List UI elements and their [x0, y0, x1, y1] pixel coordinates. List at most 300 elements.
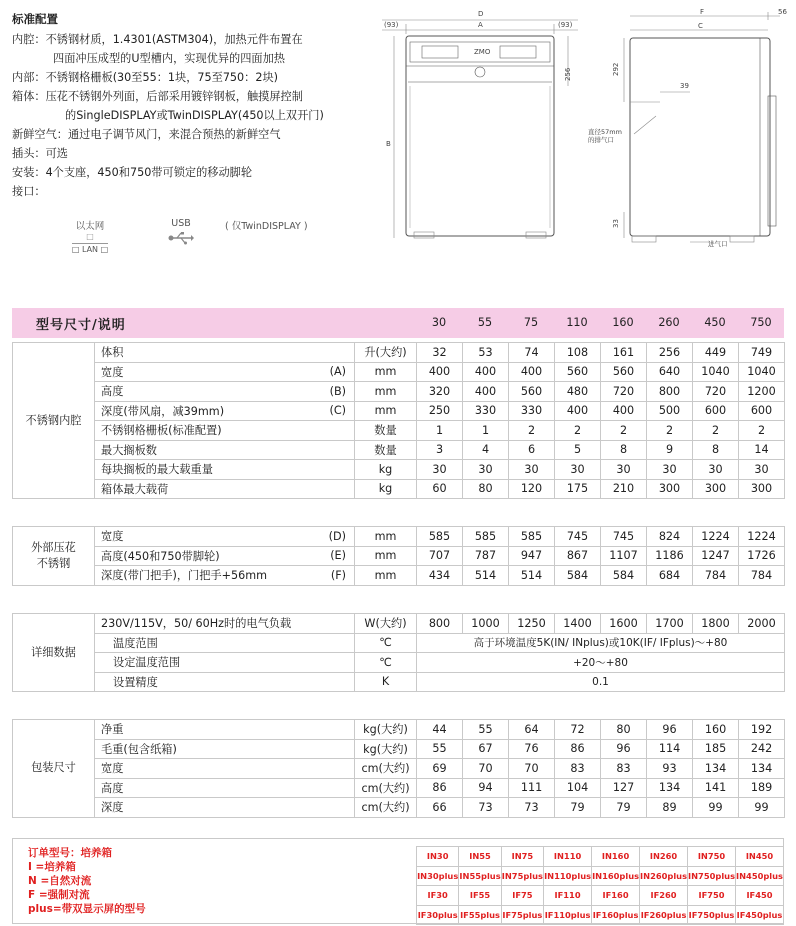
cell-value: 83: [555, 759, 601, 779]
cell-value: 242: [739, 739, 785, 759]
cell-value: 74: [509, 343, 555, 363]
dim-292: 292: [612, 62, 620, 76]
exterior-table: [12, 526, 785, 586]
intro-line: 四面冲压成型的U型槽内，实现优异的四面加热: [53, 52, 285, 65]
row-label: 最大搁板数: [95, 440, 261, 460]
row-label: 高度: [95, 382, 261, 402]
interior-row: [13, 362, 785, 382]
cell-value: 560: [509, 382, 555, 402]
row-unit: 数量: [355, 421, 417, 441]
order-code: IF750: [688, 886, 736, 906]
set-range-row: [13, 653, 785, 673]
row-label: 不锈钢格栅板(标准配置): [95, 421, 261, 441]
cell-value: 30: [601, 460, 647, 480]
cell-value: 560: [601, 362, 647, 382]
order-code: IN30: [417, 847, 459, 867]
order-code: IN260plus: [640, 866, 688, 886]
row-symbol: (D): [261, 527, 355, 547]
packaging-row: [13, 739, 785, 759]
row-unit: kg(大约): [355, 720, 417, 740]
intro-line: 安装：4个支座，450和750带可锁定的移动脚轮: [12, 166, 253, 179]
cell-value: 30: [417, 460, 463, 480]
cell-value: 584: [601, 566, 647, 586]
cell-value: 400: [463, 382, 509, 402]
intro-line: 新鲜空气：通过电子调节风门，来混合预热的新鲜空气: [12, 128, 281, 141]
cell-value: 2: [647, 421, 693, 441]
cell-value: 584: [555, 566, 601, 586]
row-unit: mm: [355, 546, 417, 566]
spec-title: 型号尺寸/说明: [36, 318, 126, 333]
ethernet-icon: 以太网 □ □ LAN □: [60, 218, 120, 255]
order-code: IN30plus: [417, 866, 459, 886]
dim-256: 256: [564, 67, 572, 81]
order-code: IN55: [459, 847, 501, 867]
order-code: IF260plus: [640, 905, 688, 925]
interior-row: [13, 401, 785, 421]
row-symbol: [261, 479, 355, 499]
cell-value: 784: [739, 566, 785, 586]
order-code: IN750plus: [688, 866, 736, 886]
cell-value: 99: [693, 798, 739, 818]
packaging-row: [13, 798, 785, 818]
order-code: IN160: [592, 847, 640, 867]
cell-value: 250: [417, 401, 463, 421]
cell-value: 330: [509, 401, 555, 421]
order-codes-table: [416, 846, 784, 925]
cell-value: 2: [693, 421, 739, 441]
row-label: 高度: [95, 778, 355, 798]
group-line: 不锈钢: [36, 556, 71, 570]
cell-value: 745: [555, 527, 601, 547]
cell-value: 8: [693, 440, 739, 460]
twindisplay-note: ( 仅TwinDISPLAY ): [225, 221, 308, 232]
dim-b: B: [386, 140, 391, 148]
intro-line: 接口：: [12, 185, 46, 198]
cell-value: 30: [463, 460, 509, 480]
cell-value: 1040: [693, 362, 739, 382]
interior-row: [13, 382, 785, 402]
cell-value: 30: [555, 460, 601, 480]
cell-value: 93: [647, 759, 693, 779]
cell-value: 120: [509, 479, 555, 499]
cell-value: 141: [693, 778, 739, 798]
cell-value: 2: [509, 421, 555, 441]
cell-value: 5: [555, 440, 601, 460]
order-code: IF110plus: [544, 905, 592, 925]
cell-value: 76: [509, 739, 555, 759]
row-unit: cm(大约): [355, 778, 417, 798]
order-code: IF75plus: [501, 905, 543, 925]
cell-value: 784: [693, 566, 739, 586]
row-unit: mm: [355, 527, 417, 547]
cell-value: 134: [647, 778, 693, 798]
cell-value: 449: [693, 343, 739, 363]
cell-value: 585: [463, 527, 509, 547]
cell-value: 89: [647, 798, 693, 818]
model-header: 75: [523, 316, 539, 329]
cell-value: 256: [647, 343, 693, 363]
cell-value: 1247: [693, 546, 739, 566]
exhaust-label: 直径57mm 的排气口: [588, 128, 622, 144]
cell-value: 824: [647, 527, 693, 547]
interior-row: [13, 479, 785, 499]
row-label: 深度: [95, 798, 355, 818]
dim-d: D: [478, 10, 484, 18]
order-code: IF160: [592, 886, 640, 906]
precision-row: [13, 672, 785, 692]
cell-value: 400: [601, 401, 647, 421]
intro-heading: 标准配置: [12, 12, 58, 26]
cell-value: 53: [463, 343, 509, 363]
cell-value: 134: [693, 759, 739, 779]
cell-value: 30: [647, 460, 693, 480]
model-header: 750: [750, 316, 772, 329]
precision-unit: K: [355, 672, 417, 692]
cell-value: 30: [693, 460, 739, 480]
row-symbol: [261, 421, 355, 441]
row-symbol: [261, 440, 355, 460]
model-header: 30: [431, 316, 447, 329]
dim-c: C: [698, 22, 703, 30]
cell-value: 600: [739, 401, 785, 421]
order-code: IF30: [417, 886, 459, 906]
row-unit: 升(大约): [355, 343, 417, 363]
order-code: IF260: [640, 886, 688, 906]
dim-a: A: [478, 21, 483, 29]
cell-value: 1726: [739, 546, 785, 566]
cell-value: 500: [647, 401, 693, 421]
details-group-label: 详细数据: [13, 614, 95, 692]
cell-value: 1200: [739, 382, 785, 402]
cell-value: 67: [463, 739, 509, 759]
row-unit: mm: [355, 566, 417, 586]
cell-value: 73: [463, 798, 509, 818]
cell-value: 600: [693, 401, 739, 421]
model-header: 260: [658, 316, 680, 329]
cell-value: 127: [601, 778, 647, 798]
temp-range-value: 高于环境温度5K(IN/ INplus)或10K(IF/ IFplus)～+80: [417, 633, 785, 653]
order-code: IN55plus: [459, 866, 501, 886]
order-row: [417, 866, 784, 886]
cell-value: 2: [555, 421, 601, 441]
order-section: [12, 838, 784, 924]
row-label: 宽度: [95, 527, 261, 547]
row-symbol: (A): [261, 362, 355, 382]
cell-value: 60: [417, 479, 463, 499]
precision-value: 0.1: [417, 672, 785, 692]
dim-33: 33: [612, 219, 620, 228]
cell-value: 6: [509, 440, 555, 460]
cell-value: 79: [601, 798, 647, 818]
order-legend-line: 订单型号：培养箱: [28, 847, 112, 859]
row-unit: 数量: [355, 440, 417, 460]
order-code: IF55plus: [459, 905, 501, 925]
row-label: 净重: [95, 720, 355, 740]
cell-value: 30: [739, 460, 785, 480]
cell-value: 1040: [739, 362, 785, 382]
usb-symbol-icon: [168, 231, 194, 245]
interior-row: [13, 421, 785, 441]
cell-value: 96: [601, 739, 647, 759]
order-legend-line: plus=带双显示屏的型号: [28, 903, 146, 915]
cell-value: 707: [417, 546, 463, 566]
lan-label: □ LAN □: [71, 245, 109, 254]
cell-value: 300: [739, 479, 785, 499]
cell-value: 8: [601, 440, 647, 460]
row-unit: cm(大约): [355, 759, 417, 779]
row-label: 箱体最大载荷: [95, 479, 261, 499]
usb-icon: [156, 218, 206, 245]
order-code: IN450plus: [736, 866, 784, 886]
cell-value: 514: [463, 566, 509, 586]
intro-line: 插头：可选: [12, 147, 68, 160]
cell-value: 9: [647, 440, 693, 460]
order-code: IF75: [501, 886, 543, 906]
row-label: 高度(450和750带脚轮): [95, 546, 261, 566]
cell-value: 745: [601, 527, 647, 547]
cell-value: 434: [417, 566, 463, 586]
cell-value: 83: [601, 759, 647, 779]
cell-value: 160: [693, 720, 739, 740]
cell-value: 514: [509, 566, 555, 586]
packaging-row: [13, 720, 785, 740]
dim-f: F: [700, 8, 705, 16]
cell-value: 720: [601, 382, 647, 402]
exterior-row: [13, 546, 785, 566]
intro-line: 箱体：压花不锈钢外列面，后部采用镀锌钢板，触摸屏控制: [12, 90, 303, 103]
brand-label: ZMO: [474, 48, 491, 56]
dim-39: 39: [680, 82, 689, 90]
cell-value: 14: [739, 440, 785, 460]
set-range-value: +20～+80: [417, 653, 785, 673]
cell-value: 749: [739, 343, 785, 363]
row-symbol: [261, 343, 355, 363]
interior-row: [13, 440, 785, 460]
row-unit: cm(大约): [355, 798, 417, 818]
order-code: IN450: [736, 847, 784, 867]
usb-label: USB: [171, 218, 191, 229]
cell-value: 96: [647, 720, 693, 740]
order-code: IN75plus: [501, 866, 543, 886]
cell-value: 114: [647, 739, 693, 759]
cell-value: 73: [509, 798, 555, 818]
row-label: 毛重(包含纸箱): [95, 739, 355, 759]
cell-value: 104: [555, 778, 601, 798]
cell-value: 400: [555, 401, 601, 421]
order-code: IF450: [736, 886, 784, 906]
cell-value: 55: [463, 720, 509, 740]
cell-value: 161: [601, 343, 647, 363]
side-view-diagram: [588, 6, 792, 256]
front-view-diagram: [380, 6, 580, 246]
cell-value: 1224: [739, 527, 785, 547]
inlet-label: 进气口: [708, 240, 728, 248]
cell-value: 800: [647, 382, 693, 402]
intro-section: [12, 10, 384, 201]
model-header: 160: [612, 316, 634, 329]
dim-93-left: (93): [384, 21, 399, 29]
cell-value: 210: [601, 479, 647, 499]
row-unit: kg: [355, 460, 417, 480]
model-header: 450: [704, 316, 726, 329]
cell-value: 1: [417, 421, 463, 441]
intro-line: 内部：不锈钢格栅板(30至55：1块，75至750：2块): [12, 71, 279, 84]
row-symbol: (E): [261, 546, 355, 566]
row-unit: mm: [355, 382, 417, 402]
interior-row: [13, 343, 785, 363]
row-symbol: (C): [261, 401, 355, 421]
intro-line: 内腔：不锈钢材质，1.4301(ASTM304)，加热元件布置在: [12, 33, 303, 46]
order-row: [417, 905, 784, 925]
cell-value: 330: [463, 401, 509, 421]
packaging-group-label: 包装尺寸: [13, 720, 95, 818]
temp-range-unit: ℃: [355, 633, 417, 653]
row-unit: mm: [355, 362, 417, 382]
dim-93-right: (93): [558, 21, 573, 29]
cell-value: 300: [647, 479, 693, 499]
cell-value: 80: [463, 479, 509, 499]
order-code: IF160plus: [592, 905, 640, 925]
precision-label: 设置精度: [95, 672, 355, 692]
exterior-row: [13, 566, 785, 586]
power-row: 详细数据 230V/115V，50/ 60Hz时的电气负载 W(大约) 800 1000 1250 1400 1600 1700 1800 2000: [13, 614, 785, 634]
ethernet-label: 以太网: [75, 221, 105, 232]
cell-value: 560: [555, 362, 601, 382]
cell-value: 79: [555, 798, 601, 818]
cell-value: 300: [693, 479, 739, 499]
order-row: [417, 847, 784, 867]
row-label: 深度(带门把手)，门把手+56mm: [95, 566, 261, 586]
packaging-table: [12, 719, 785, 818]
order-legend-line: N =自然对流: [28, 875, 92, 887]
exterior-group-label: [13, 527, 95, 586]
packaging-row: [13, 778, 785, 798]
cell-value: 72: [555, 720, 601, 740]
cell-value: 1107: [601, 546, 647, 566]
cell-value: 585: [509, 527, 555, 547]
row-unit: kg: [355, 479, 417, 499]
interior-row: [13, 460, 785, 480]
cell-value: 108: [555, 343, 601, 363]
cell-value: 1: [463, 421, 509, 441]
order-code: IN75: [501, 847, 543, 867]
cell-value: 867: [555, 546, 601, 566]
cell-value: 55: [417, 739, 463, 759]
cell-value: 640: [647, 362, 693, 382]
cell-value: 134: [739, 759, 785, 779]
model-header: 55: [477, 316, 493, 329]
cell-value: 189: [739, 778, 785, 798]
row-symbol: (F): [261, 566, 355, 586]
cell-value: 400: [417, 362, 463, 382]
row-symbol: (B): [261, 382, 355, 402]
row-symbol: [261, 460, 355, 480]
cell-value: 86: [555, 739, 601, 759]
order-code: IF110: [544, 886, 592, 906]
cell-value: 44: [417, 720, 463, 740]
cell-value: 684: [647, 566, 693, 586]
cell-value: 80: [601, 720, 647, 740]
order-code: IN160plus: [592, 866, 640, 886]
cell-value: 86: [417, 778, 463, 798]
group-line: 外部压花: [31, 540, 76, 554]
cell-value: 94: [463, 778, 509, 798]
cell-value: 99: [739, 798, 785, 818]
order-code: IN750: [688, 847, 736, 867]
row-label: 体积: [95, 343, 261, 363]
exterior-row: [13, 527, 785, 547]
order-legend: [28, 846, 146, 916]
cell-value: 175: [555, 479, 601, 499]
cell-value: 1224: [693, 527, 739, 547]
cell-value: 185: [693, 739, 739, 759]
cell-value: 111: [509, 778, 555, 798]
order-code: IN260: [640, 847, 688, 867]
interior-group-label: 不锈钢内腔: [13, 343, 95, 499]
row-label: 宽度: [95, 362, 261, 382]
order-row: [417, 886, 784, 906]
interface-icons: [60, 218, 360, 258]
cell-value: 192: [739, 720, 785, 740]
row-label: 每块搁板的最大载重量: [95, 460, 261, 480]
row-unit: mm: [355, 401, 417, 421]
order-code: IN110: [544, 847, 592, 867]
set-range-label: 设定温度范围: [95, 653, 355, 673]
cell-value: 66: [417, 798, 463, 818]
row-label: 宽度: [95, 759, 355, 779]
interior-table: [12, 342, 785, 499]
cell-value: 30: [509, 460, 555, 480]
cell-value: 64: [509, 720, 555, 740]
cell-value: 585: [417, 527, 463, 547]
intro-line: 的SingleDISPLAY或TwinDISPLAY(450以上双开门): [65, 109, 324, 122]
order-code: IF55: [459, 886, 501, 906]
cell-value: 4: [463, 440, 509, 460]
cell-value: 2: [601, 421, 647, 441]
cell-value: 69: [417, 759, 463, 779]
spec-table-header: [12, 308, 784, 338]
cell-value: 400: [463, 362, 509, 382]
power-label: 230V/115V，50/ 60Hz时的电气负载: [95, 614, 355, 634]
order-code: IF750plus: [688, 905, 736, 925]
temp-range-label: 温度范围: [95, 633, 355, 653]
cell-value: 400: [509, 362, 555, 382]
packaging-row: [13, 759, 785, 779]
set-range-unit: ℃: [355, 653, 417, 673]
details-table: [12, 613, 785, 692]
cell-value: 1186: [647, 546, 693, 566]
row-unit: kg(大约): [355, 739, 417, 759]
row-label: 深度(带风扇，减39mm): [95, 401, 261, 421]
cell-value: 70: [509, 759, 555, 779]
temp-range-row: [13, 633, 785, 653]
cell-value: 70: [463, 759, 509, 779]
order-code: IF30plus: [417, 905, 459, 925]
cell-value: 2: [739, 421, 785, 441]
order-legend-line: F =强制对流: [28, 889, 90, 901]
cell-value: 947: [509, 546, 555, 566]
cell-value: 320: [417, 382, 463, 402]
cell-value: 480: [555, 382, 601, 402]
cell-value: 720: [693, 382, 739, 402]
cell-value: 32: [417, 343, 463, 363]
cell-value: 787: [463, 546, 509, 566]
order-code: IN110plus: [544, 866, 592, 886]
order-code: IF450plus: [736, 905, 784, 925]
order-legend-line: I =培养箱: [28, 861, 76, 873]
cell-value: 3: [417, 440, 463, 460]
power-unit: W(大约): [355, 614, 417, 634]
